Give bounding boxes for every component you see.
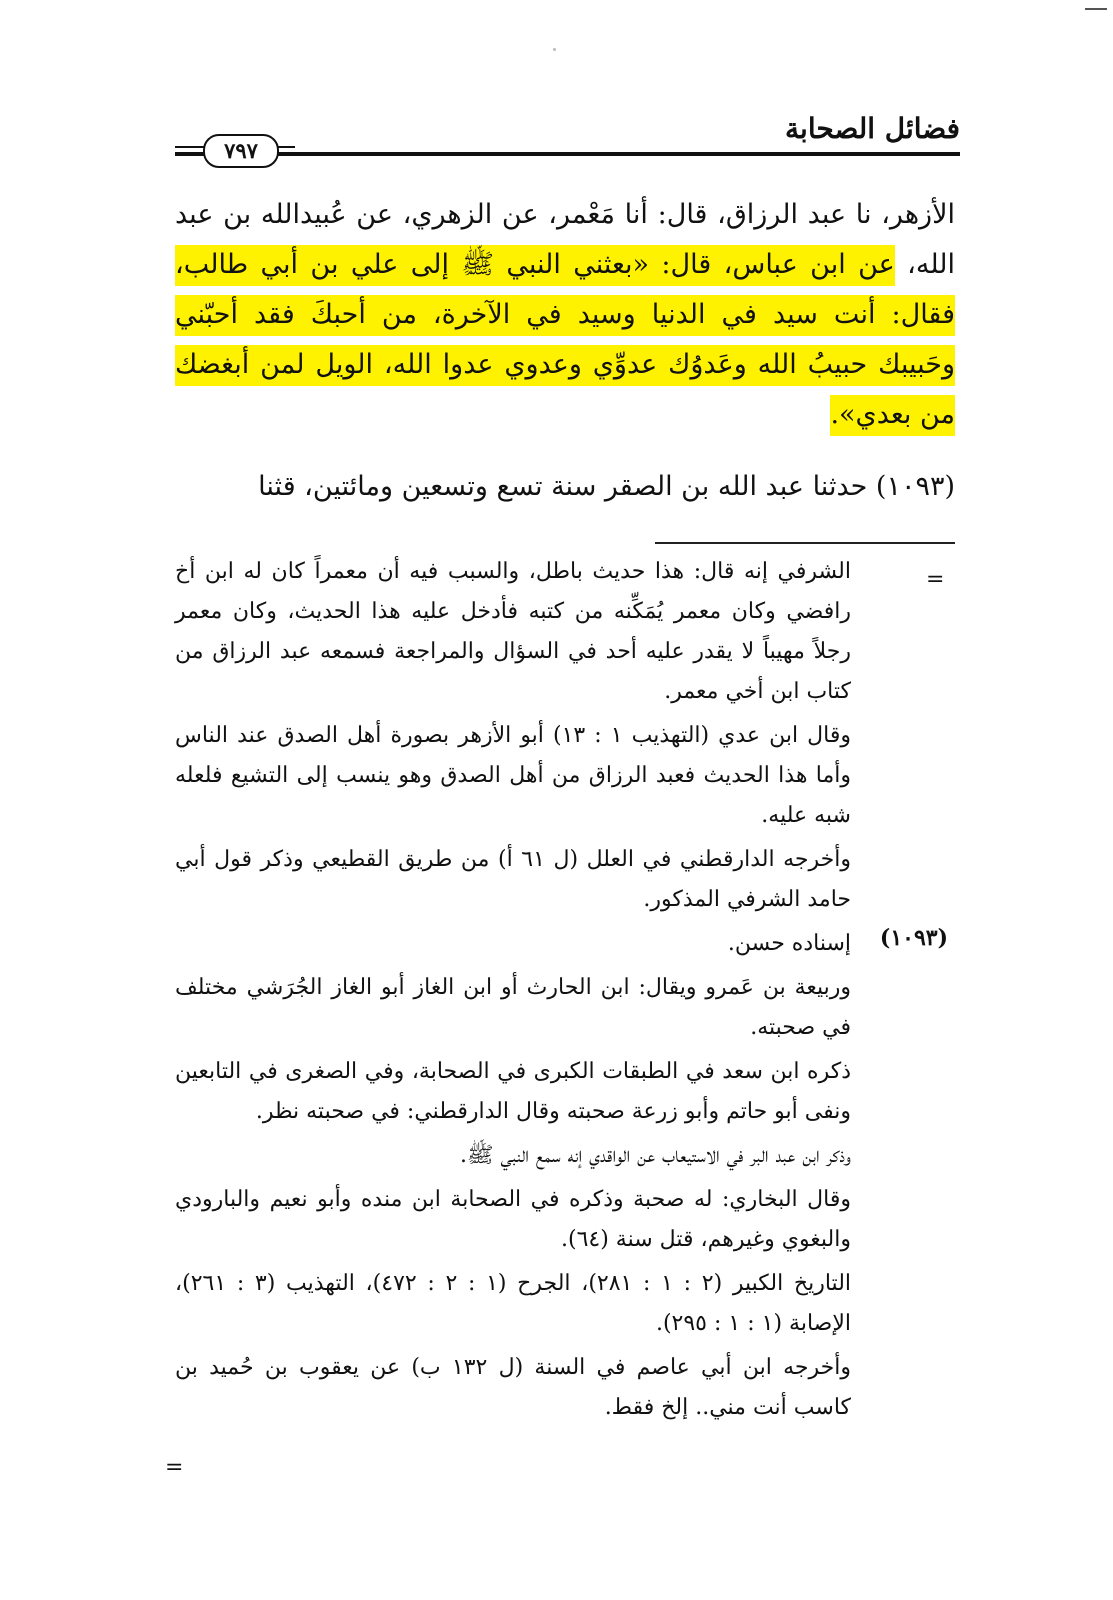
- page-header: [175, 110, 960, 163]
- footnote-paragraph: وربيعة بن عَمرو ويقال: ابن الحارث أو ابن الغاز أبو الغاز الجُرَشي مختلف في صحبته.: [175, 975, 851, 1040]
- footnote-paragraph: وذكر ابن عبد البر في الاستيعاب عن الواقدي إنه سمع النبي ﷺ.: [459, 1143, 851, 1168]
- footnote-number: (١٠٩٣): [879, 925, 948, 951]
- footnote-paragraph: التاريخ الكبير (٢ : ١ : ٢٨١)، الجرح (١ : ٢ : ٤٧٢)، التهذيب (٣ : ٢٦١)، الإصابة (١ : ١ : ٢٩٥).: [175, 1271, 852, 1336]
- footnote-paragraph: وأخرجه الدارقطني في العلل (ل ٦١ أ) من طريق القطيعي وذكر قول أبي حامد الشرفي المذكور.: [175, 847, 851, 912]
- main-text: [175, 190, 955, 512]
- hadith-text: [175, 190, 955, 440]
- hadith-isnad: الأزهر، نا عبد الرزاق، قال: أنا مَعْمر، عن الزهري، عن عُبيدالله بن عبد الله،: [175, 199, 955, 280]
- footnote-paragraph: إسناده حسن.: [727, 931, 851, 956]
- footnote-separator: [655, 542, 955, 544]
- footnote-paragraph: ذكره ابن سعد في الطبقات الكبرى في الصحابة، وفي الصغرى في التابعين ونفى أبو حاتم وأبو زرعة صحبته وقال الدارقطني: في صحبته نظر.: [175, 1059, 851, 1124]
- footnote-paragraph: الشرفي إنه قال: هذا حديث باطل، والسبب فيه أن معمراً كان له ابن أخ رافضي وكان معمر يُمَكِّنه من كتبه فأدخل عليه هذا الحديث، وكان معمر رجلاً مهيباً لا يقدر عليه أحد في السؤال والمراجعة فسمعه عبد الرزاق من كتاب ابن أخي معمر.: [175, 559, 851, 704]
- footnote-paragraph: وأخرجه ابن أبي عاصم في السنة (ل ١٣٢ ب) عن يعقوب بن حُميد بن كاسب أنت مني.. إلخ فقط.: [175, 1355, 851, 1420]
- footnote-continuation-mark: =: [926, 567, 945, 592]
- next-hadith-text: (١٠٩٣) حدثنا عبد الله بن الصقر سنة تسع وتسعين ومائتين، قثنا: [258, 471, 955, 502]
- book-title: فضائل الصحابة: [785, 112, 960, 145]
- page-number: ٧٩٧: [203, 134, 279, 168]
- header-rule: [175, 152, 960, 156]
- footnote-paragraph: وقال ابن عدي (التهذيب ١ : ١٣) أبو الأزهر بصورة أهل الصدق عند الناس وأما هذا الحديث فعبد الرزاق من أهل الصدق وهو ينسب إلى التشيع فلعله شبه عليه.: [175, 723, 851, 828]
- footnotes: [175, 552, 851, 1432]
- footnote-paragraph: وقال البخاري: له صحبة وذكره في الصحابة ابن منده وأبو نعيم والبارودي والبغوي وغيرهم، قتل سنة (٦٤).: [175, 1187, 851, 1252]
- highlighted-text: عن ابن عباس، قال: «بعثني النبي ﷺ إلى علي بن أبي طالب، فقال: أنت سيد في الدنيا وسيد في الآخرة، من أحبكَ فقد أحبّني وحَبيبك حبيبُ الله وعَدوُك عدوِّي وعدوي عدوا الله، الويل لمن أبغضك من بعدي».: [175, 245, 955, 436]
- scan-dot: [553, 48, 556, 51]
- footnote-continued-mark: =: [165, 1455, 184, 1480]
- scan-corner-mark: [1085, 8, 1107, 10]
